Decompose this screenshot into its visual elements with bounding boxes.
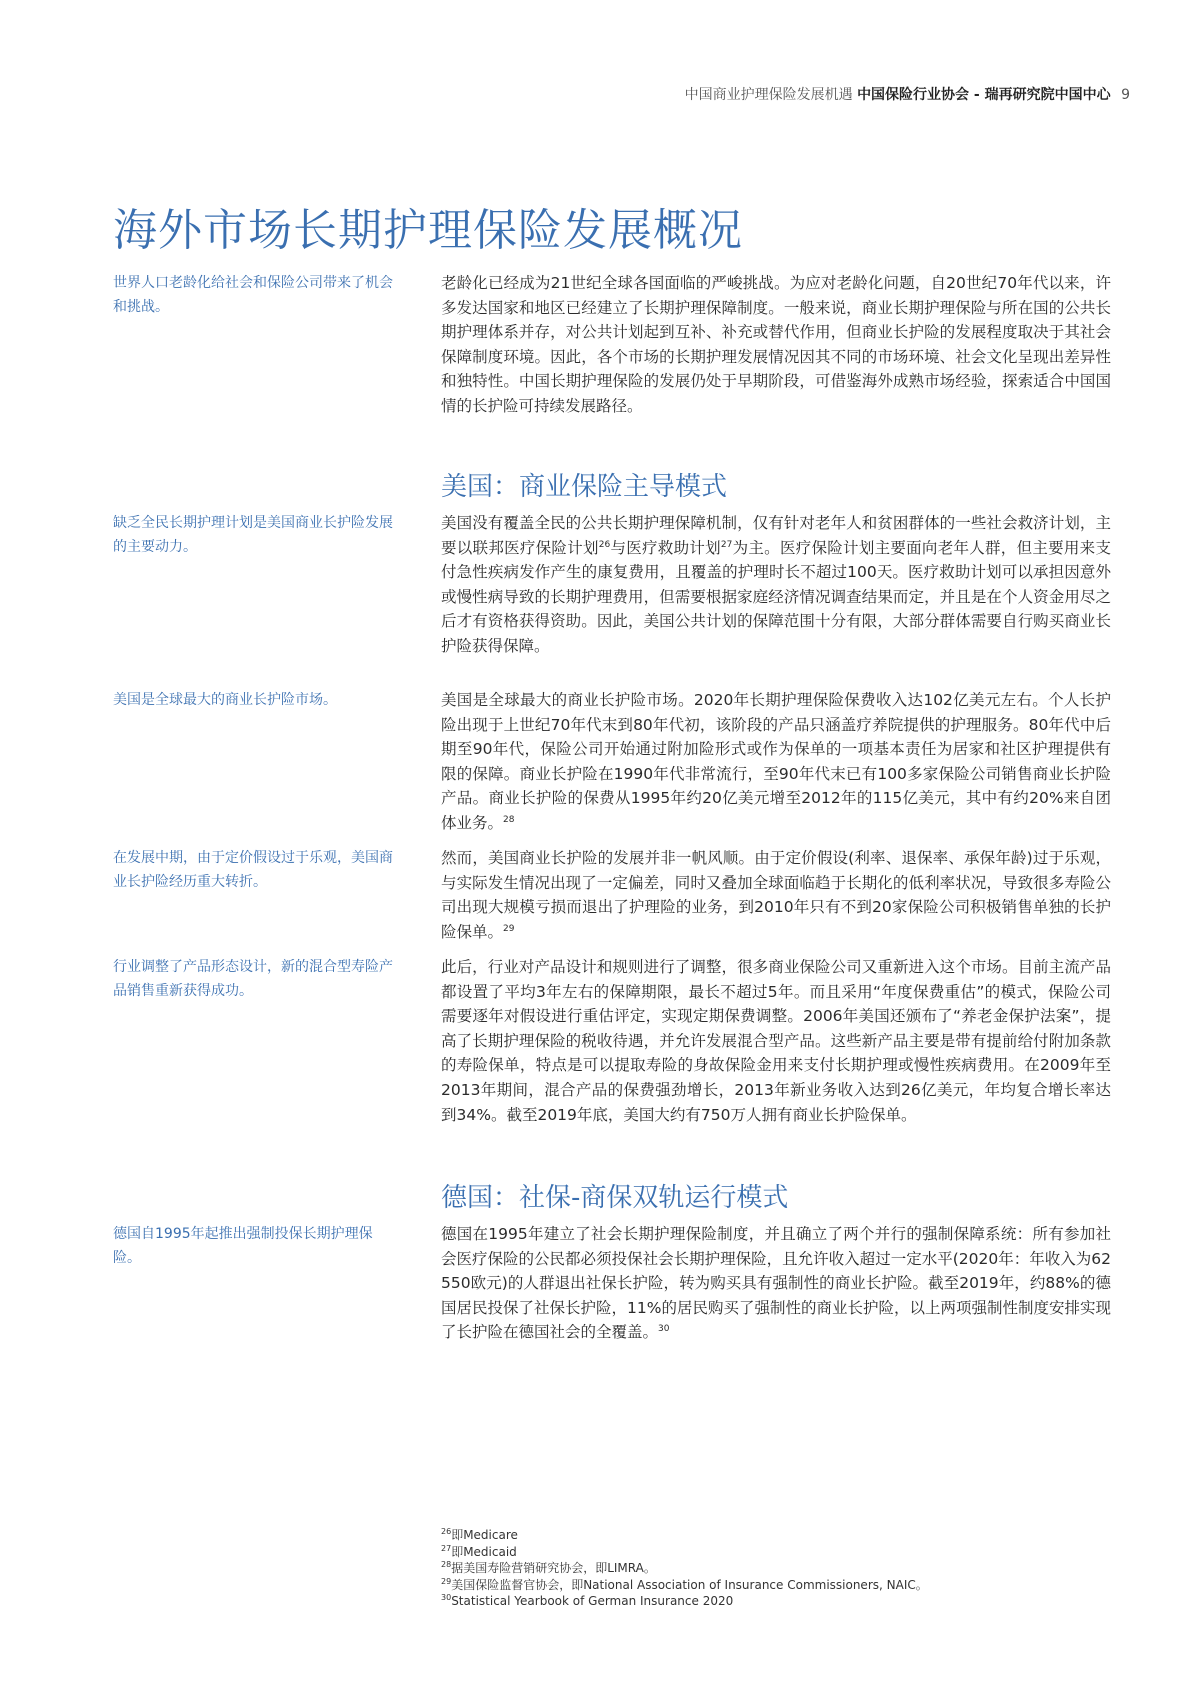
footnote: $^{27}$即Medicaid bbox=[441, 1543, 517, 1559]
footnote-ref: 27 bbox=[720, 539, 733, 550]
paragraph-us-1: 美国没有覆盖全民的公共长期护理保障机制，仅有针对老年人和贫困群体的一些社会救济计划，主要以联邦医疗保险计划$^{26}$与医疗救助计划$^{27}$为主。医疗保险计划主要面向老年人群，但主要用来支付急性疾病发作产生的康复费用，且覆盖的护理时长不超过100天。医疗救助计划可以承担因意外或慢性病导致的长期护理费用，但需要根据家庭经济情况调查结果而定，并且是在个人资金用尽之后才有资格获得资助。因此，美国公共计划的保障范围十分有限，大部分群体需要自行购买商业长护险获得保障。 bbox=[441, 514, 1111, 655]
footnote: $^{26}$即Medicare bbox=[441, 1527, 518, 1542]
sidenote-us-4: 行业调整了产品形态设计，新的混合型寿险产品销售重新获得成功。 bbox=[113, 959, 393, 999]
sidenote-de: 德国自1995年起推出强制投保长期护理保险。 bbox=[113, 1226, 373, 1266]
section-heading-de: 德国：社保-商保双轨运行模式 bbox=[441, 1183, 789, 1213]
paragraph-de: 德国在1995年建立了社会长期护理保险制度，并且确立了两个并行的强制保障系统：所有参加社会医疗保险的公民都必须投保社会长期护理保险，且允许收入超过一定水平(2020年：年收入为62 550欧元)的人群退出社保长护险，转为购买具有强制性的商业长护险。截至2019年，约88%的德国居民投保了社保长护险，11%的居民购买了强制性的商业长护险，以上两项强制性制度安排实现了长护险在德国社会的全覆盖。$^{30}$ bbox=[441, 1225, 1111, 1342]
footnote: $^{30}$Statistical Yearbook of German Insurance 2020 bbox=[441, 1593, 734, 1608]
footnotes bbox=[441, 1527, 928, 1610]
sidenote-us-1: 缺乏全民长期护理计划是美国商业长护险发展的主要动力。 bbox=[113, 515, 393, 555]
paragraph-intro: 老龄化已经成为21世纪全球各国面临的严峻挑战。为应对老龄化问题，自20世纪70年代以来，许多发达国家和地区已经建立了长期护理保障制度。一般来说，商业长期护理保险与所在国的公共长期护理体系并存，对公共计划起到互补、补充或替代作用，但商业长护险的发展程度取决于其社会保障制度环境。因此，各个市场的长期护理发展情况因其不同的市场环境、社会文化呈现出差异性和独特性。中国长期护理保险的发展仍处于早期阶段，可借鉴海外成熟市场经验，探索适合中国国情的长护险可持续发展路径。 bbox=[441, 274, 1111, 415]
paragraph-us-2: 美国是全球最大的商业长护险市场。2020年长期护理保险保费收入达102亿美元左右。个人长护险出现于上世纪70年代末到80年代初，该阶段的产品只涵盖疗养院提供的护理服务。80年代中后期至90年代，保险公司开始通过附加险形式或作为保单的一项基本责任为居家和社区护理提供有限的保障。商业长护险在1990年代非常流行，至90年代末已有100多家保险公司销售商业长护险产品。商业长护险的保费从1995年约20亿美元增至2012年的115亿美元，其中有约20%来自团体业务。$^{28}$ bbox=[441, 691, 1111, 832]
footnote-ref: 26 bbox=[598, 539, 611, 550]
footnote: $^{29}$美国保险监督官协会，即National Association of Insurance Commissioners, NAIC。 bbox=[441, 1576, 928, 1592]
sidenote-us-2: 美国是全球最大的商业长护险市场。 bbox=[113, 692, 337, 708]
footnote: $^{28}$据美国寿险营销研究协会，即LIMRA。 bbox=[441, 1560, 656, 1575]
sidenote-intro: 世界人口老龄化给社会和保险公司带来了机会和挑战。 bbox=[113, 275, 393, 315]
running-header bbox=[685, 84, 1130, 104]
page-title: 海外市场长期护理保险发展概况 bbox=[113, 205, 743, 256]
footnote-ref: 29 bbox=[503, 923, 515, 934]
section-heading-us: 美国：商业保险主导模式 bbox=[441, 472, 728, 502]
sidenote-us-3: 在发展中期，由于定价假设过于乐观，美国商业长护险经历重大转折。 bbox=[113, 850, 393, 890]
footnote-ref: 30 bbox=[658, 1324, 670, 1335]
paragraph-us-3: 然而，美国商业长护险的发展并非一帆风顺。由于定价假设(利率、退保率、承保年龄)过于乐观，与实际发生情况出现了一定偏差，同时又叠加全球面临趋于长期化的低利率状况，导致很多寿险公司出现大规模亏损而退出了护理险的业务，到2010年只有不到20家保险公司积极销售单独的长护险保单。$^{29}$ bbox=[441, 849, 1111, 941]
footnote-ref: 28 bbox=[503, 814, 515, 825]
publisher: 中国保险行业协会 - 瑞再研究院中国中心 bbox=[857, 87, 1111, 103]
paragraph-us-4: 此后，行业对产品设计和规则进行了调整，很多商业保险公司又重新进入这个市场。目前主流产品都设置了平均3年左右的保障期限，最长不超过5年。而且采用“年度保费重估”的模式，保险公司需要逐年对假设进行重估评定，实现定期保费调整。2006年美国还颁布了“养老金保护法案”，提高了长期护理保险的税收待遇，并允许发展混合型产品。这些新产品主要是带有提前给付附加条款的寿险保单，特点是可以提取寿险的身故保险金用来支付长期护理或慢性疾病费用。在2009年至2013年期间，混合产品的保费强劲增长，2013年新业务收入达到26亿美元，年均复合增长率达到34%。截至2019年底，美国大约有750万人拥有商业长护险保单。 bbox=[441, 958, 1111, 1124]
report-title: 中国商业护理保险发展机遇 bbox=[684, 87, 853, 103]
page-number: 9 bbox=[1121, 87, 1130, 103]
